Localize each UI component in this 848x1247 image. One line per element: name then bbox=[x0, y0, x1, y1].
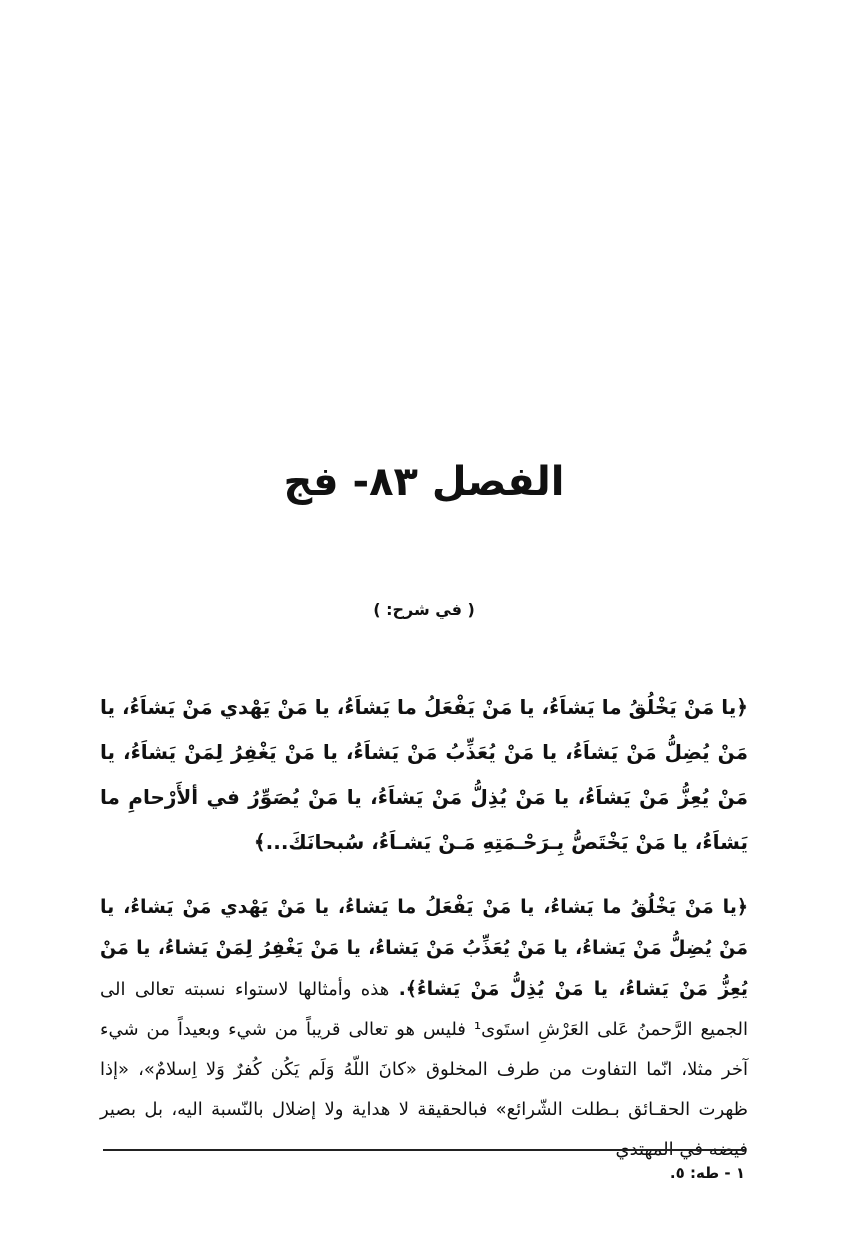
chapter-title: الفصل ٨٣- فج bbox=[283, 459, 565, 505]
commentary-body: هذه وأمثالها لاستواء نسبته تعالى الى الجميع الرَّحمنُ عَلى العَرْشِ استَوى¹ فليس هو تعالى قريباً من شيء وبعيداً من شيء آخر مثلا، انّما التفاوت من طرف المخلوق «كانَ اللّهُ وَلَم يَكُن كُفرٌ وَلا اِسلامٌ»، «إذا ظهرت الحقـائق بـطلت الشّرائع» فبالحقيقة لا هداية ولا إضلال بالنّسبة اليه، بل بصير فيضه في المهتدي bbox=[100, 979, 748, 1160]
footnote: ١ - طه: ٥. bbox=[669, 1164, 745, 1182]
chapter-subheading: ( في شرح: ) bbox=[373, 600, 475, 619]
supplication-verse: ﴿يا مَنْ يَخْلُقُ ما يَشاَءُ، يا مَنْ يَفْعَلُ ما يَشاَءُ، يا مَنْ يَهْدي مَنْ يَشاَءُ، يا مَنْ يُضِلُّ مَنْ يَشاَءُ، يا مَنْ يُعَذِّبُ مَنْ يَشاَءُ، يا مَنْ يَغْفِرُ لِمَنْ يَشاَءُ، يا مَنْ يُعِزُّ مَنْ يَشاَءُ، يا مَنْ يُذِلُّ مَنْ يَشاَءُ، يا مَنْ يُصَوِّرُ في ألأَرْحامِ ما يَشاَءُ، يا مَنْ يَخْتَصُّ بِـرَحْـمَتِهِ مَـنْ يَشـاَءُ، سُبحانَكَ...﴾ bbox=[100, 695, 748, 854]
commentary-quoted-verse: ﴿يا مَنْ يَخْلُقُ ما يَشاءُ، يا مَنْ يَفْعَلُ ما يَشاءُ، يا مَنْ يَهْدي مَنْ يَشاءُ، يا مَنْ يُضِلُّ مَنْ يَشاءُ، يا مَنْ يُعَذِّبُ مَنْ يَشاءُ، يا مَنْ يَغْفِرُ لِمَنْ يَشاءُ، يا مَنْ يُعِزُّ مَنْ يَشاءُ، يا مَنْ يُذِلُّ مَنْ يَشاءُ﴾. bbox=[100, 896, 748, 1000]
commentary-paragraph bbox=[100, 887, 748, 1170]
footnote-divider bbox=[103, 1149, 745, 1151]
